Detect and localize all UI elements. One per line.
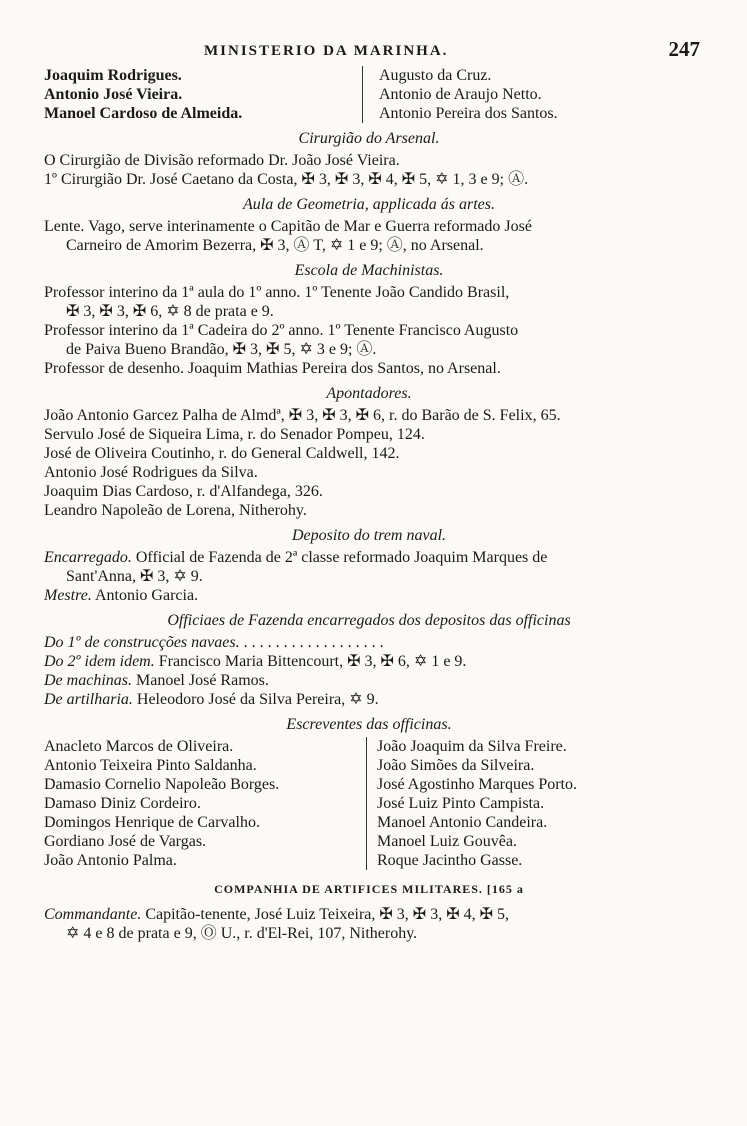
role-label: Mestre. [44,587,92,604]
top-names-right [362,66,679,123]
list-item: João Joaquim da Silva Freire. [377,738,567,755]
text-line [44,671,694,690]
section-heading-escreventes: Escreventes das officinas. [286,716,452,733]
list-item: Antonio Teixeira Pinto Saldanha. [44,757,257,774]
list-item: João Antonio Palma. [44,852,177,869]
text-line: ✡ 4 e 8 de prata e 9, Ⓞ U., r. d'El-Rei, 107, Nitherohy. [66,925,418,942]
list-item: Roque Jacintho Gasse. [377,852,523,869]
text-line: Professor interino da 1ª Cadeira do 2º anno. 1º Tenente Francisco Augusto [44,322,519,339]
row-text: Francisco Maria Bittencourt, ✠ 3, ✠ 6, ✡ 1 e 9. [158,653,467,670]
row-text: Manoel José Ramos. [135,672,269,689]
section-heading-companhia: COMPANHIA DE ARTIFICES MILITARES. [165 a [214,882,524,896]
role-label: Commandante. [44,906,142,923]
section-heading-officiaes: Officiaes de Fazenda encarregados dos depositos das officinas [167,612,571,629]
text-line [44,690,694,709]
page-header [44,37,700,66]
list-item: Augusto da Cruz. [379,67,492,84]
section-heading-deposito: Deposito do trem naval. [291,527,447,544]
row-label: De artilharia. [44,691,133,708]
text-line: Lente. Vago, serve interinamente o Capitão de Mar e Guerra reformado José [44,218,532,235]
list-item: Damaso Diniz Cordeiro. [44,795,201,812]
text-line: José de Oliveira Coutinho, r. do General Caldwell, 142. [44,445,400,462]
section-heading-machinistas: Escola de Machinistas. [294,262,444,279]
list-item: João Simões da Silveira. [377,757,535,774]
section-heading-apontadores: Apontadores. [326,385,412,402]
text-line [44,548,694,567]
text-line [44,633,694,652]
text-line: de Paiva Bueno Brandão, ✠ 3, ✠ 5, ✡ 3 e 9; Ⓐ. [66,341,377,358]
document-page [44,37,700,943]
list-item: Manoel Antonio Candeira. [377,814,548,831]
text-line: João Antonio Garcez Palha de Almdª, ✠ 3, ✠ 3, ✠ 6, r. do Barão de S. Felix, 65. [44,407,561,424]
section-heading-geometria: Aula de Geometria, applicada ás artes. [243,196,495,213]
list-item: Antonio Pereira dos Santos. [379,105,558,122]
escreventes-left [44,737,366,870]
text-line: Sant'Anna, ✠ 3, ✡ 9. [66,568,203,585]
top-names-columns [44,66,694,123]
text-line: Professor de desenho. Joaquim Mathias Pereira dos Santos, no Arsenal. [44,360,501,377]
text-line: Antonio José Rodrigues da Silva. [44,464,258,481]
text-line [44,905,694,924]
list-item: José Agostinho Marques Porto. [377,776,577,793]
page-title: MINISTERIO DA MARINHA. [204,43,449,59]
escreventes-right [366,737,677,870]
page-number: 247 [668,37,700,61]
list-item: Anacleto Marcos de Oliveira. [44,738,234,755]
row-label: Do 2º idem idem. [44,653,155,670]
row-text: . . . . . . . . . . . . . . . . . . [243,634,384,651]
text-line: Joaquim Dias Cardoso, r. d'Alfandega, 326. [44,483,323,500]
text-line [44,652,694,671]
list-item: Antonio de Araujo Netto. [379,86,542,103]
list-item: Manoel Cardoso de Almeida. [44,105,243,122]
row-label: De machinas. [44,672,132,689]
list-item: Antonio José Vieira. [44,86,183,103]
row-label: Do 1º de construcções navaes. [44,634,240,651]
row-text: Heleodoro José da Silva Pereira, ✡ 9. [136,691,379,708]
top-names-left [44,66,362,123]
list-item: José Luiz Pinto Campista. [377,795,545,812]
escreventes-columns [44,737,694,870]
section-heading-cirurgiao: Cirurgião do Arsenal. [298,130,440,147]
text-line: ✠ 3, ✠ 3, ✠ 6, ✡ 8 de prata e 9. [66,303,274,320]
text-line: Professor interino da 1ª aula do 1º anno. 1º Tenente João Candido Brasil, [44,284,510,301]
role-text: Capitão-tenente, José Luiz Teixeira, ✠ 3, ✠ 3, ✠ 4, ✠ 5, [145,906,510,923]
text-line: Carneiro de Amorim Bezerra, ✠ 3, Ⓐ T, ✡ 1 e 9; Ⓐ, no Arsenal. [66,237,484,254]
role-text: Antonio Garcia. [94,587,199,604]
role-text: Official de Fazenda de 2ª classe reformado Joaquim Marques de [135,549,548,566]
text-line [44,586,694,605]
text-line: O Cirurgião de Divisão reformado Dr. João José Vieira. [44,152,400,169]
list-item: Joaquim Rodrigues. [44,67,182,84]
text-line: Leandro Napoleão de Lorena, Nitherohy. [44,502,307,519]
role-label: Encarregado. [44,549,132,566]
text-line: 1º Cirurgião Dr. José Caetano da Costa, ✠ 3, ✠ 3, ✠ 4, ✠ 5, ✡ 1, 3 e 9; Ⓐ. [44,171,529,188]
list-item: Manoel Luiz Gouvêa. [377,833,517,850]
list-item: Domingos Henrique de Carvalho. [44,814,260,831]
text-line: Servulo José de Siqueira Lima, r. do Senador Pompeu, 124. [44,426,425,443]
list-item: Damasio Cornelio Napoleão Borges. [44,776,280,793]
list-item: Gordiano José de Vargas. [44,833,207,850]
